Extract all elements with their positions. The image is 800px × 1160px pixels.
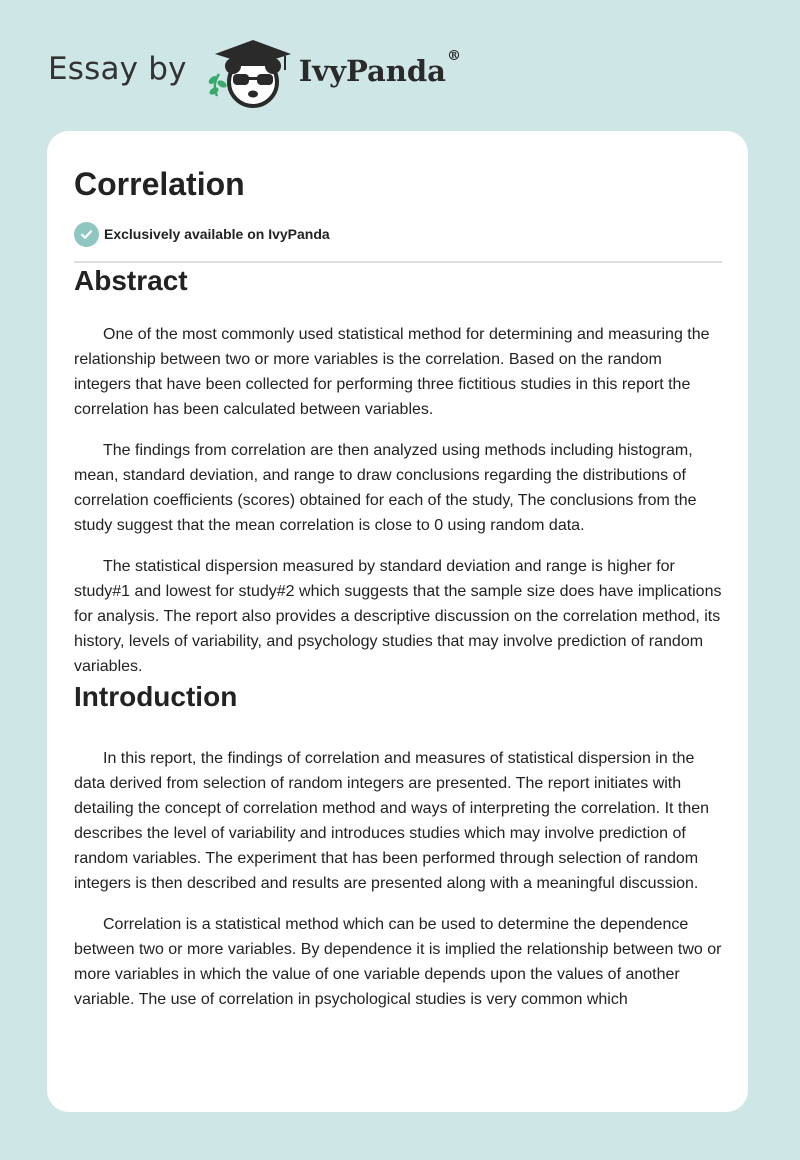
introduction-body xyxy=(74,746,722,1012)
panda-graduation-cap-icon[interactable] xyxy=(203,36,295,110)
paragraph: Correlation is a statistical method which can be used to determine the dependence between two or more variables. By dependence it is implied the relationship between two or more variables in which the value of one variable depends upon the values of another variable. The use of correlation in psychological studies is very common which xyxy=(74,916,722,1008)
brand-name-text: IvyPanda xyxy=(298,54,446,88)
abstract-body xyxy=(74,322,722,679)
paragraph: The statistical dispersion measured by standard deviation and range is higher for study#1 and lowest for study#2 which suggests that the sample size does have implications for analysis. The report also provides a descriptive discussion on the correlation method, its history, levels of variability, and psychology studies that may involve prediction of random variables. xyxy=(74,558,722,675)
section-heading-abstract: Abstract xyxy=(74,265,188,296)
essay-card xyxy=(47,131,748,1112)
brand-prefix: Essay by xyxy=(48,51,187,87)
badge-text: Exclusively available on IvyPanda xyxy=(104,226,330,242)
paragraph: One of the most commonly used statistical method for determining and measuring the relationship between two or more variables is the correlation. Based on the random integers that have been collected for performing three fictitious studies in this report the correlation has been calculated between variables. xyxy=(74,326,710,418)
page-title: Correlation xyxy=(74,166,245,202)
exclusive-badge xyxy=(74,221,722,247)
check-circle-icon xyxy=(74,222,99,247)
section-heading-introduction: Introduction xyxy=(74,681,238,712)
paragraph: The findings from correlation are then analyzed using methods including histogram, mean, standard deviation, and range to draw conclusions regarding the distributions of correlation coefficients (scores) obtained for each of the study, The conclusions from the study suggest that the mean correlation is close to 0 using random data. xyxy=(74,442,697,534)
paragraph: In this report, the findings of correlation and measures of statistical dispersion in the data derived from selection of random integers are presented. The report initiates with detailing the concept of correlation method and ways of interpreting the correlation. It then describes the level of variability and introduces studies which may involve prediction of random variables. The experiment that has been performed through selection of random integers is then described and results are presented along with a meaningful discussion. xyxy=(74,750,710,892)
brand-name xyxy=(298,48,461,88)
brand-header xyxy=(48,36,461,110)
registered-mark: ® xyxy=(446,48,461,64)
